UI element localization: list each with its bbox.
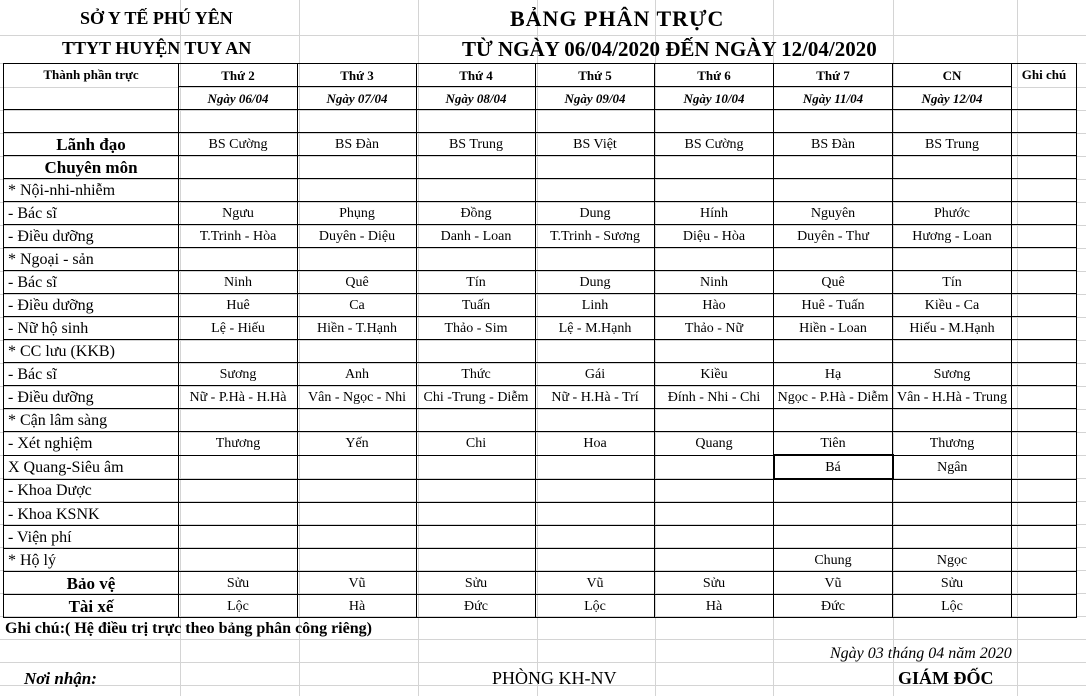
row-label[interactable]: X Quang-Siêu âm [4,455,179,479]
duty-cell[interactable] [536,340,655,363]
duty-cell[interactable] [298,455,417,479]
duty-cell[interactable]: Chi [417,432,536,456]
note-cell[interactable] [1012,248,1077,271]
duty-cell[interactable]: Hương - Loan [893,225,1012,248]
duty-cell[interactable] [655,549,774,572]
duty-cell[interactable] [417,409,536,432]
note-cell[interactable] [1012,503,1077,526]
duty-cell[interactable] [417,455,536,479]
duty-cell[interactable] [179,503,298,526]
duty-cell[interactable]: Đức [774,595,893,618]
date-header: Ngày 09/04 [536,87,655,110]
duty-cell[interactable]: Lệ - M.Hạnh [536,317,655,340]
duty-cell[interactable] [774,248,893,271]
table-row [4,340,1077,363]
recipient-label: Nơi nhận: [24,669,97,688]
duty-cell[interactable]: Tín [417,271,536,294]
duty-cell[interactable] [893,248,1012,271]
duty-cell[interactable] [298,526,417,549]
duty-cell[interactable] [536,110,655,133]
day-header: Thứ 7 [774,64,893,87]
director-title: GIÁM ĐỐC [898,668,994,688]
duty-cell[interactable]: Thương [893,432,1012,456]
row-label[interactable]: Chuyên môn [4,156,179,179]
table-row [4,409,1077,432]
note-cell[interactable] [1012,479,1077,503]
duty-cell[interactable]: BS Đàn [774,133,893,156]
row-label[interactable]: Bảo vệ [4,572,179,595]
duty-cell[interactable] [179,156,298,179]
day-header: Thứ 5 [536,64,655,87]
duty-cell[interactable]: Dung [536,202,655,225]
duty-cell[interactable] [417,526,536,549]
date-header: Ngày 07/04 [298,87,417,110]
duty-cell[interactable]: Anh [298,363,417,386]
duty-cell[interactable]: Diệu - Hòa [655,225,774,248]
duty-cell[interactable]: Huê - Tuấn [774,294,893,317]
duty-cell[interactable]: BS Trung [417,133,536,156]
duty-cell[interactable]: Tiên [774,432,893,456]
duty-cell[interactable] [655,409,774,432]
table-row [4,110,1077,133]
duty-cell[interactable]: Hà [655,595,774,618]
department-name: PHÒNG KH-NV [492,668,617,688]
row-label[interactable]: - Điều dưỡng [4,294,179,317]
table-row [4,386,1077,409]
note-cell[interactable] [1012,409,1077,432]
duty-cell[interactable]: Danh - Loan [417,225,536,248]
duty-cell[interactable] [893,340,1012,363]
organization-unit: TTYT HUYỆN TUY AN [62,38,252,58]
table-row [4,294,1077,317]
duty-cell[interactable]: Sương [179,363,298,386]
table-row [4,156,1077,179]
row-label[interactable]: - Nữ hộ sinh [4,317,179,340]
schedule-date-range: TỪ NGÀY 06/04/2020 ĐẾN NGÀY 12/04/2020 [462,37,877,61]
table-row [4,526,1077,549]
note-cell[interactable] [1012,432,1077,456]
duty-cell[interactable]: Lộc [536,595,655,618]
duty-cell[interactable]: Đức [417,595,536,618]
duty-cell[interactable] [655,179,774,202]
duty-cell[interactable]: Duyên - Thư [774,225,893,248]
duty-cell[interactable]: Bá [774,455,893,479]
date-header: Ngày 06/04 [179,87,298,110]
duty-cell[interactable] [417,549,536,572]
signing-date: Ngày 03 tháng 04 năm 2020 [830,645,1012,662]
row-label[interactable]: * Nội-nhi-nhiễm [4,179,179,202]
day-header-row [4,64,1077,87]
duty-cell[interactable]: Nguyên [774,202,893,225]
table-row [4,503,1077,526]
duty-cell[interactable]: Tín [893,271,1012,294]
duty-cell[interactable]: Sửu [417,572,536,595]
duty-cell[interactable] [893,479,1012,503]
duty-cell[interactable] [179,409,298,432]
duty-cell[interactable] [417,248,536,271]
row-label[interactable]: * Hộ lý [4,549,179,572]
duty-cell[interactable] [179,179,298,202]
duty-cell[interactable]: Lộc [179,595,298,618]
duty-cell[interactable] [536,156,655,179]
duty-cell[interactable]: Huê [179,294,298,317]
corner-label: Thành phần trực [4,64,179,110]
duty-cell[interactable] [655,526,774,549]
organization-name: SỞ Y TẾ PHÚ YÊN [80,8,233,28]
duty-cell[interactable] [893,156,1012,179]
duty-cell[interactable] [893,409,1012,432]
note-cell[interactable] [1012,294,1077,317]
duty-cell[interactable] [298,503,417,526]
duty-cell[interactable]: Hiền - Loan [774,317,893,340]
duty-cell[interactable] [655,340,774,363]
duty-cell[interactable] [774,526,893,549]
table-row [4,179,1077,202]
row-label[interactable]: - Viện phí [4,526,179,549]
table-row [4,549,1077,572]
duty-cell[interactable]: BS Cường [179,133,298,156]
note-cell[interactable] [1012,549,1077,572]
duty-cell[interactable]: Kiều [655,363,774,386]
duty-cell[interactable]: Quê [298,271,417,294]
duty-cell[interactable]: T.Trinh - Sương [536,225,655,248]
duty-cell[interactable]: Vũ [298,572,417,595]
duty-cell[interactable]: Nữ - H.Hà - Trí [536,386,655,409]
schedule-title: BẢNG PHÂN TRỰC [510,6,725,31]
date-header: Ngày 10/04 [655,87,774,110]
duty-cell[interactable]: T.Trinh - Hòa [179,225,298,248]
note-column-header: Ghi chú [1012,64,1077,110]
duty-cell[interactable] [417,156,536,179]
row-label[interactable]: - Bác sĩ [4,363,179,386]
duty-cell[interactable]: Ninh [179,271,298,294]
duty-cell[interactable] [655,503,774,526]
table-row [4,202,1077,225]
table-row [4,432,1077,456]
duty-cell[interactable]: Ninh [655,271,774,294]
duty-cell[interactable]: Hiền - T.Hạnh [298,317,417,340]
note-cell[interactable] [1012,156,1077,179]
duty-cell[interactable] [536,549,655,572]
duty-cell[interactable] [893,179,1012,202]
duty-cell[interactable]: Kiều - Ca [893,294,1012,317]
table-row [4,271,1077,294]
duty-cell[interactable] [655,156,774,179]
duty-cell[interactable]: Đồng [417,202,536,225]
duty-cell[interactable] [536,248,655,271]
footer-note: Ghi chú:( Hệ điều trị trực theo bảng phân công riêng) [5,620,372,637]
duty-cell[interactable] [774,409,893,432]
duty-cell[interactable]: Phụng [298,202,417,225]
duty-cell[interactable]: Sương [893,363,1012,386]
duty-cell[interactable]: Dung [536,271,655,294]
duty-cell[interactable] [298,340,417,363]
note-cell[interactable] [1012,386,1077,409]
duty-cell[interactable] [298,248,417,271]
day-header: Thứ 4 [417,64,536,87]
duty-cell[interactable]: Sửu [179,572,298,595]
duty-cell[interactable] [179,248,298,271]
duty-cell[interactable] [179,549,298,572]
duty-cell[interactable] [179,455,298,479]
table-row [4,225,1077,248]
note-cell[interactable] [1012,317,1077,340]
duty-cell[interactable] [298,156,417,179]
duty-cell[interactable]: Gái [536,363,655,386]
duty-cell[interactable] [417,110,536,133]
duty-cell[interactable]: Quang [655,432,774,456]
duty-cell[interactable] [536,409,655,432]
duty-cell[interactable]: Vân - H.Hà - Trung [893,386,1012,409]
duty-cell[interactable] [536,179,655,202]
table-row [4,133,1077,156]
table-row [4,595,1077,618]
duty-cell[interactable]: Hính [655,202,774,225]
note-cell[interactable] [1012,455,1077,479]
duty-cell[interactable] [774,340,893,363]
duty-cell[interactable]: Ca [298,294,417,317]
day-header: Thứ 3 [298,64,417,87]
duty-cell[interactable] [417,179,536,202]
note-cell[interactable] [1012,110,1077,133]
row-label[interactable]: Tài xế [4,595,179,618]
duty-cell[interactable]: BS Trung [893,133,1012,156]
note-cell[interactable] [1012,133,1077,156]
row-label[interactable]: - Điều dưỡng [4,225,179,248]
row-label[interactable]: - Khoa Dược [4,479,179,503]
duty-cell[interactable]: BS Việt [536,133,655,156]
row-label[interactable]: - Điều dưỡng [4,386,179,409]
duty-cell[interactable] [893,526,1012,549]
duty-schedule-table [3,63,1077,618]
duty-cell[interactable]: Ngưu [179,202,298,225]
duty-cell[interactable]: Lệ - Hiếu [179,317,298,340]
row-label[interactable]: - Bác sĩ [4,202,179,225]
duty-cell[interactable] [417,340,536,363]
duty-cell[interactable]: Vũ [774,572,893,595]
duty-cell[interactable] [417,479,536,503]
duty-cell[interactable]: Linh [536,294,655,317]
row-label[interactable]: * Cận lâm sàng [4,409,179,432]
duty-cell[interactable]: Hạ [774,363,893,386]
duty-cell[interactable]: Lộc [893,595,1012,618]
duty-cell[interactable] [179,340,298,363]
duty-cell[interactable]: Quê [774,271,893,294]
duty-cell[interactable]: Thảo - Sim [417,317,536,340]
duty-cell[interactable]: Nữ - P.Hà - H.Hà [179,386,298,409]
duty-cell[interactable] [298,179,417,202]
duty-cell[interactable]: Hoa [536,432,655,456]
duty-cell[interactable]: Thương [179,432,298,456]
duty-cell[interactable]: Duyên - Diệu [298,225,417,248]
day-header: Thứ 6 [655,64,774,87]
table-row [4,248,1077,271]
note-cell[interactable] [1012,363,1077,386]
duty-cell[interactable]: Yến [298,432,417,456]
duty-cell[interactable]: Thức [417,363,536,386]
row-label[interactable] [4,110,179,133]
row-label[interactable]: Lãnh đạo [4,133,179,156]
row-label[interactable]: - Khoa KSNK [4,503,179,526]
note-cell[interactable] [1012,225,1077,248]
duty-cell[interactable] [298,110,417,133]
duty-cell[interactable]: Đính - Nhi - Chi [655,386,774,409]
row-label[interactable]: - Bác sĩ [4,271,179,294]
duty-cell[interactable] [893,503,1012,526]
duty-cell[interactable] [179,110,298,133]
duty-cell[interactable] [179,479,298,503]
row-label[interactable]: * CC lưu (KKB) [4,340,179,363]
row-label[interactable]: * Ngoại - sản [4,248,179,271]
duty-cell[interactable]: Sửu [893,572,1012,595]
table-row [4,572,1077,595]
duty-cell[interactable] [655,455,774,479]
note-cell[interactable] [1012,526,1077,549]
note-cell[interactable] [1012,572,1077,595]
duty-cell[interactable] [536,479,655,503]
duty-cell[interactable] [536,455,655,479]
duty-cell[interactable]: BS Đàn [298,133,417,156]
row-label[interactable]: - Xét nghiệm [4,432,179,456]
duty-cell[interactable]: Ngọc [893,549,1012,572]
duty-cell[interactable]: Chi -Trung - Diễm [417,386,536,409]
duty-cell[interactable]: Sửu [655,572,774,595]
duty-cell[interactable] [774,179,893,202]
duty-cell[interactable] [655,248,774,271]
duty-cell[interactable] [893,110,1012,133]
duty-cell[interactable] [774,110,893,133]
duty-cell[interactable] [774,503,893,526]
table-row [4,479,1077,503]
note-cell[interactable] [1012,202,1077,225]
duty-cell[interactable] [179,526,298,549]
duty-cell[interactable]: Tuấn [417,294,536,317]
date-header: Ngày 08/04 [417,87,536,110]
duty-cell[interactable] [655,110,774,133]
table-row [4,363,1077,386]
table-row [4,455,1077,479]
duty-cell[interactable]: Hào [655,294,774,317]
duty-cell[interactable]: BS Cường [655,133,774,156]
duty-cell[interactable]: Hà [298,595,417,618]
duty-cell[interactable]: Ngọc - P.Hà - Diễm [774,386,893,409]
note-cell[interactable] [1012,340,1077,363]
day-header: Thứ 2 [179,64,298,87]
duty-cell[interactable] [536,503,655,526]
duty-cell[interactable]: Thảo - Nữ [655,317,774,340]
day-header: CN [893,64,1012,87]
duty-cell[interactable]: Hiếu - M.Hạnh [893,317,1012,340]
duty-cell[interactable]: Ngân [893,455,1012,479]
note-cell[interactable] [1012,271,1077,294]
duty-cell[interactable]: Phước [893,202,1012,225]
note-cell[interactable] [1012,179,1077,202]
duty-cell[interactable] [298,549,417,572]
duty-cell[interactable]: Vân - Ngọc - Nhi [298,386,417,409]
duty-cell[interactable] [298,409,417,432]
duty-cell[interactable] [774,156,893,179]
duty-cell[interactable]: Vũ [536,572,655,595]
duty-cell[interactable] [536,526,655,549]
duty-cell[interactable] [417,503,536,526]
table-row [4,317,1077,340]
date-header: Ngày 11/04 [774,87,893,110]
duty-cell[interactable] [298,479,417,503]
date-header: Ngày 12/04 [893,87,1012,110]
duty-cell[interactable] [655,479,774,503]
duty-cell[interactable] [774,479,893,503]
note-cell[interactable] [1012,595,1077,618]
duty-cell[interactable]: Chung [774,549,893,572]
